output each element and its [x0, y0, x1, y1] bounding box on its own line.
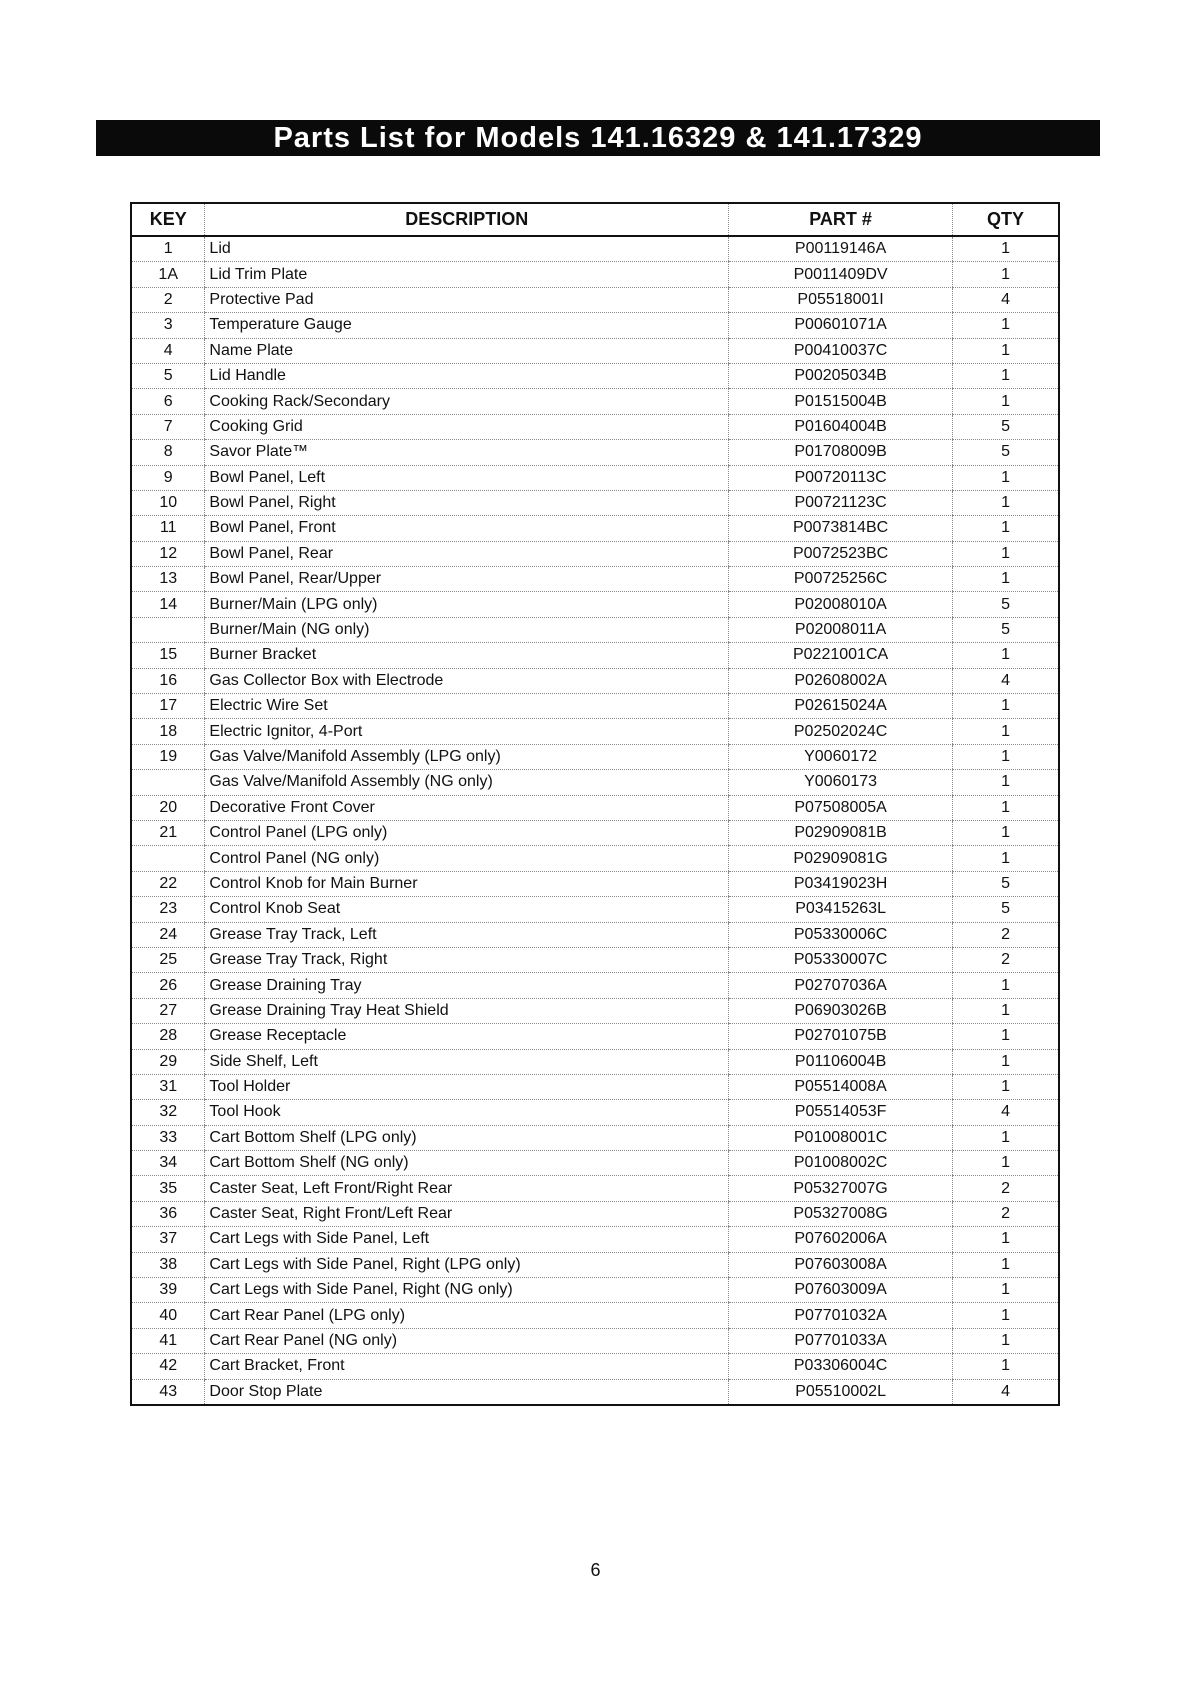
cell-description: Control Panel (NG only): [205, 846, 729, 871]
cell-qty: 1: [953, 643, 1059, 668]
cell-key: 19: [131, 744, 205, 769]
table-row: [131, 236, 1059, 262]
cell-key: 22: [131, 871, 205, 896]
cell-key: 10: [131, 490, 205, 515]
parts-table: [130, 202, 1060, 1406]
cell-qty: 1: [953, 998, 1059, 1023]
cell-qty: 1: [953, 313, 1059, 338]
cell-description: Cart Bracket, Front: [205, 1354, 729, 1379]
cell-qty: 4: [953, 287, 1059, 312]
cell-key: 2: [131, 287, 205, 312]
cell-part-number: P05327008G: [729, 1201, 953, 1226]
cell-description: Bowl Panel, Rear: [205, 541, 729, 566]
cell-part-number: P0072523BC: [729, 541, 953, 566]
table-row: [131, 1201, 1059, 1226]
cell-key: [131, 846, 205, 871]
cell-description: Cart Legs with Side Panel, Right (LPG only): [205, 1252, 729, 1277]
cell-part-number: Y0060173: [729, 770, 953, 795]
cell-qty: 1: [953, 1151, 1059, 1176]
cell-part-number: P06903026B: [729, 998, 953, 1023]
cell-part-number: P03415263L: [729, 897, 953, 922]
cell-part-number: P00720113C: [729, 465, 953, 490]
cell-key: 35: [131, 1176, 205, 1201]
cell-part-number: P02008010A: [729, 592, 953, 617]
table-row: [131, 922, 1059, 947]
table-row: [131, 1252, 1059, 1277]
cell-qty: 1: [953, 262, 1059, 287]
cell-key: 20: [131, 795, 205, 820]
table-row: [131, 313, 1059, 338]
table-row: [131, 1176, 1059, 1201]
cell-description: Bowl Panel, Front: [205, 516, 729, 541]
column-header-description: DESCRIPTION: [205, 203, 729, 236]
cell-qty: 1: [953, 1049, 1059, 1074]
table-row: [131, 490, 1059, 515]
cell-key: [131, 770, 205, 795]
cell-key: 39: [131, 1278, 205, 1303]
table-row: [131, 1278, 1059, 1303]
table-row: [131, 1227, 1059, 1252]
cell-key: 13: [131, 567, 205, 592]
cell-description: Caster Seat, Left Front/Right Rear: [205, 1176, 729, 1201]
table-row: [131, 643, 1059, 668]
cell-description: Tool Holder: [205, 1074, 729, 1099]
cell-key: 8: [131, 440, 205, 465]
table-row: [131, 1354, 1059, 1379]
cell-part-number: P00119146A: [729, 236, 953, 262]
cell-part-number: P0011409DV: [729, 262, 953, 287]
cell-part-number: P07602006A: [729, 1227, 953, 1252]
table-row: [131, 1125, 1059, 1150]
cell-key: 40: [131, 1303, 205, 1328]
table-row: [131, 973, 1059, 998]
cell-key: 41: [131, 1328, 205, 1353]
cell-part-number: P01708009B: [729, 440, 953, 465]
table-row: [131, 338, 1059, 363]
cell-description: Grease Tray Track, Left: [205, 922, 729, 947]
cell-part-number: P01106004B: [729, 1049, 953, 1074]
cell-part-number: P01604004B: [729, 414, 953, 439]
cell-part-number: P02707036A: [729, 973, 953, 998]
cell-description: Bowl Panel, Left: [205, 465, 729, 490]
cell-description: Bowl Panel, Right: [205, 490, 729, 515]
cell-qty: 1: [953, 1354, 1059, 1379]
cell-part-number: P05330006C: [729, 922, 953, 947]
cell-part-number: P00601071A: [729, 313, 953, 338]
cell-description: Burner/Main (LPG only): [205, 592, 729, 617]
cell-part-number: P01008001C: [729, 1125, 953, 1150]
cell-qty: 1: [953, 1278, 1059, 1303]
cell-qty: 1: [953, 1074, 1059, 1099]
table-row: [131, 287, 1059, 312]
table-row: [131, 567, 1059, 592]
cell-key: [131, 617, 205, 642]
cell-key: 5: [131, 363, 205, 388]
cell-key: 21: [131, 820, 205, 845]
table-row: [131, 1074, 1059, 1099]
cell-description: Savor Plate™: [205, 440, 729, 465]
cell-description: Control Knob for Main Burner: [205, 871, 729, 896]
cell-description: Grease Draining Tray: [205, 973, 729, 998]
cell-qty: 1: [953, 236, 1059, 262]
cell-description: Temperature Gauge: [205, 313, 729, 338]
cell-qty: 1: [953, 973, 1059, 998]
cell-key: 7: [131, 414, 205, 439]
cell-key: 4: [131, 338, 205, 363]
cell-qty: 2: [953, 1201, 1059, 1226]
cell-qty: 1: [953, 846, 1059, 871]
cell-key: 25: [131, 947, 205, 972]
column-header-qty: QTY: [953, 203, 1059, 236]
cell-description: Gas Collector Box with Electrode: [205, 668, 729, 693]
cell-qty: 5: [953, 592, 1059, 617]
cell-part-number: P02008011A: [729, 617, 953, 642]
table-row: [131, 389, 1059, 414]
cell-key: 31: [131, 1074, 205, 1099]
table-row: [131, 1151, 1059, 1176]
table-row: [131, 1379, 1059, 1405]
table-row: [131, 1049, 1059, 1074]
page-number: 6: [590, 1560, 601, 1580]
table-header-row: [131, 203, 1059, 236]
cell-description: Name Plate: [205, 338, 729, 363]
cell-description: Cart Legs with Side Panel, Left: [205, 1227, 729, 1252]
cell-qty: 1: [953, 389, 1059, 414]
cell-key: 12: [131, 541, 205, 566]
cell-description: Electric Ignitor, 4-Port: [205, 719, 729, 744]
cell-description: Cooking Rack/Secondary: [205, 389, 729, 414]
cell-part-number: P03306004C: [729, 1354, 953, 1379]
cell-qty: 1: [953, 567, 1059, 592]
cell-part-number: P02502024C: [729, 719, 953, 744]
cell-key: 36: [131, 1201, 205, 1226]
cell-part-number: P07508005A: [729, 795, 953, 820]
cell-key: 38: [131, 1252, 205, 1277]
cell-part-number: P00410037C: [729, 338, 953, 363]
table-row: [131, 617, 1059, 642]
cell-qty: 1: [953, 1328, 1059, 1353]
table-row: [131, 363, 1059, 388]
table-row: [131, 795, 1059, 820]
table-row: [131, 516, 1059, 541]
cell-description: Cart Rear Panel (NG only): [205, 1328, 729, 1353]
cell-key: 27: [131, 998, 205, 1023]
cell-part-number: P05514053F: [729, 1100, 953, 1125]
cell-description: Caster Seat, Right Front/Left Rear: [205, 1201, 729, 1226]
table-row: [131, 998, 1059, 1023]
cell-part-number: P0073814BC: [729, 516, 953, 541]
cell-qty: 2: [953, 1176, 1059, 1201]
cell-part-number: Y0060172: [729, 744, 953, 769]
cell-part-number: P01008002C: [729, 1151, 953, 1176]
cell-part-number: P00205034B: [729, 363, 953, 388]
cell-key: 37: [131, 1227, 205, 1252]
cell-part-number: P07603009A: [729, 1278, 953, 1303]
table-row: [131, 744, 1059, 769]
cell-key: 26: [131, 973, 205, 998]
cell-part-number: P0221001CA: [729, 643, 953, 668]
cell-part-number: P05518001I: [729, 287, 953, 312]
cell-description: Grease Tray Track, Right: [205, 947, 729, 972]
table-row: [131, 1328, 1059, 1353]
cell-qty: 1: [953, 1227, 1059, 1252]
cell-key: 32: [131, 1100, 205, 1125]
cell-qty: 1: [953, 541, 1059, 566]
cell-qty: 5: [953, 617, 1059, 642]
cell-qty: 5: [953, 414, 1059, 439]
cell-description: Cart Bottom Shelf (LPG only): [205, 1125, 729, 1150]
cell-description: Lid Handle: [205, 363, 729, 388]
cell-part-number: P02701075B: [729, 1024, 953, 1049]
table-row: [131, 1303, 1059, 1328]
cell-key: 17: [131, 694, 205, 719]
cell-part-number: P05510002L: [729, 1379, 953, 1405]
cell-part-number: P01515004B: [729, 389, 953, 414]
cell-qty: 1: [953, 770, 1059, 795]
cell-qty: 1: [953, 490, 1059, 515]
cell-key: 9: [131, 465, 205, 490]
table-row: [131, 592, 1059, 617]
cell-part-number: P02608002A: [729, 668, 953, 693]
table-row: [131, 897, 1059, 922]
cell-description: Lid: [205, 236, 729, 262]
cell-key: 43: [159, 1382, 178, 1400]
cell-description: Cart Rear Panel (LPG only): [205, 1303, 729, 1328]
cell-key: 23: [131, 897, 205, 922]
cell-description: Bowl Panel, Rear/Upper: [205, 567, 729, 592]
cell-key: 18: [131, 719, 205, 744]
cell-key: 1A: [131, 262, 205, 287]
cell-part-number: P02615024A: [729, 694, 953, 719]
table-row: [131, 414, 1059, 439]
cell-description: Grease Receptacle: [205, 1024, 729, 1049]
cell-description: Lid Trim Plate: [205, 262, 729, 287]
table-row: [131, 668, 1059, 693]
cell-description: Tool Hook: [205, 1100, 729, 1125]
cell-description: Cart Bottom Shelf (NG only): [205, 1151, 729, 1176]
table-row: [131, 770, 1059, 795]
cell-key: 11: [131, 516, 205, 541]
cell-description: Protective Pad: [205, 287, 729, 312]
cell-description: Grease Draining Tray Heat Shield: [205, 998, 729, 1023]
cell-part-number: P03419023H: [729, 871, 953, 896]
page-title: Parts List for Models 141.16329 & 141.17329: [96, 120, 1100, 156]
cell-part-number: P07603008A: [729, 1252, 953, 1277]
table-row: [131, 947, 1059, 972]
cell-qty: 1: [953, 694, 1059, 719]
cell-qty: 1: [953, 744, 1059, 769]
cell-key: 15: [131, 643, 205, 668]
cell-qty: 1: [953, 1303, 1059, 1328]
cell-description: Burner Bracket: [205, 643, 729, 668]
cell-description: Decorative Front Cover: [205, 795, 729, 820]
cell-description: Electric Wire Set: [205, 694, 729, 719]
cell-part-number: P05514008A: [729, 1074, 953, 1099]
cell-description: Burner/Main (NG only): [205, 617, 729, 642]
cell-part-number: P05330007C: [729, 947, 953, 972]
cell-key: 29: [131, 1049, 205, 1074]
cell-key: 42: [131, 1354, 205, 1379]
cell-qty: 4: [953, 668, 1059, 693]
cell-description: Cooking Grid: [205, 414, 729, 439]
table-row: [131, 1100, 1059, 1125]
column-header-part: PART #: [729, 203, 953, 236]
cell-description: Control Panel (LPG only): [205, 820, 729, 845]
table-row: [131, 541, 1059, 566]
cell-description: Side Shelf, Left: [205, 1049, 729, 1074]
cell-qty: 4: [953, 1379, 1059, 1405]
cell-qty: 5: [953, 897, 1059, 922]
cell-key: 28: [131, 1024, 205, 1049]
cell-part-number: P05327007G: [729, 1176, 953, 1201]
cell-part-number: P00721123C: [729, 490, 953, 515]
cell-key: 3: [131, 313, 205, 338]
cell-qty: 1: [953, 1125, 1059, 1150]
cell-description: Gas Valve/Manifold Assembly (LPG only): [205, 744, 729, 769]
parts-table-body: [131, 236, 1059, 1405]
column-header-key: KEY: [131, 203, 205, 236]
cell-key: 34: [131, 1151, 205, 1176]
table-row: [131, 871, 1059, 896]
cell-qty: 1: [953, 363, 1059, 388]
cell-qty: 5: [953, 440, 1059, 465]
cell-key: 16: [131, 668, 205, 693]
cell-description: Gas Valve/Manifold Assembly (NG only): [205, 770, 729, 795]
table-row: [131, 846, 1059, 871]
cell-qty: 1: [953, 516, 1059, 541]
cell-key: 24: [131, 922, 205, 947]
table-row: [131, 694, 1059, 719]
cell-qty: 1: [953, 820, 1059, 845]
cell-qty: 4: [953, 1100, 1059, 1125]
cell-qty: 2: [953, 947, 1059, 972]
cell-key: 33: [131, 1125, 205, 1150]
cell-qty: 1: [953, 795, 1059, 820]
cell-qty: 5: [953, 871, 1059, 896]
cell-key: 1: [131, 236, 205, 262]
cell-part-number: P02909081B: [729, 820, 953, 845]
table-row: [131, 820, 1059, 845]
cell-part-number: P07701033A: [729, 1328, 953, 1353]
table-row: [131, 719, 1059, 744]
cell-key: 6: [131, 389, 205, 414]
cell-qty: 2: [953, 922, 1059, 947]
table-row: [131, 1024, 1059, 1049]
cell-qty: 1: [953, 1252, 1059, 1277]
cell-part-number: P02909081G: [729, 846, 953, 871]
cell-key: 14: [131, 592, 205, 617]
cell-qty: 1: [953, 719, 1059, 744]
cell-qty: 1: [953, 465, 1059, 490]
cell-part-number: P00725256C: [729, 567, 953, 592]
cell-description: Control Knob Seat: [205, 897, 729, 922]
cell-part-number: P07701032A: [729, 1303, 953, 1328]
cell-description: Cart Legs with Side Panel, Right (NG only): [205, 1278, 729, 1303]
cell-qty: 1: [953, 1024, 1059, 1049]
cell-qty: 1: [953, 338, 1059, 363]
table-row: [131, 440, 1059, 465]
table-row: [131, 465, 1059, 490]
cell-description: Door Stop Plate: [205, 1379, 729, 1405]
table-row: [131, 262, 1059, 287]
